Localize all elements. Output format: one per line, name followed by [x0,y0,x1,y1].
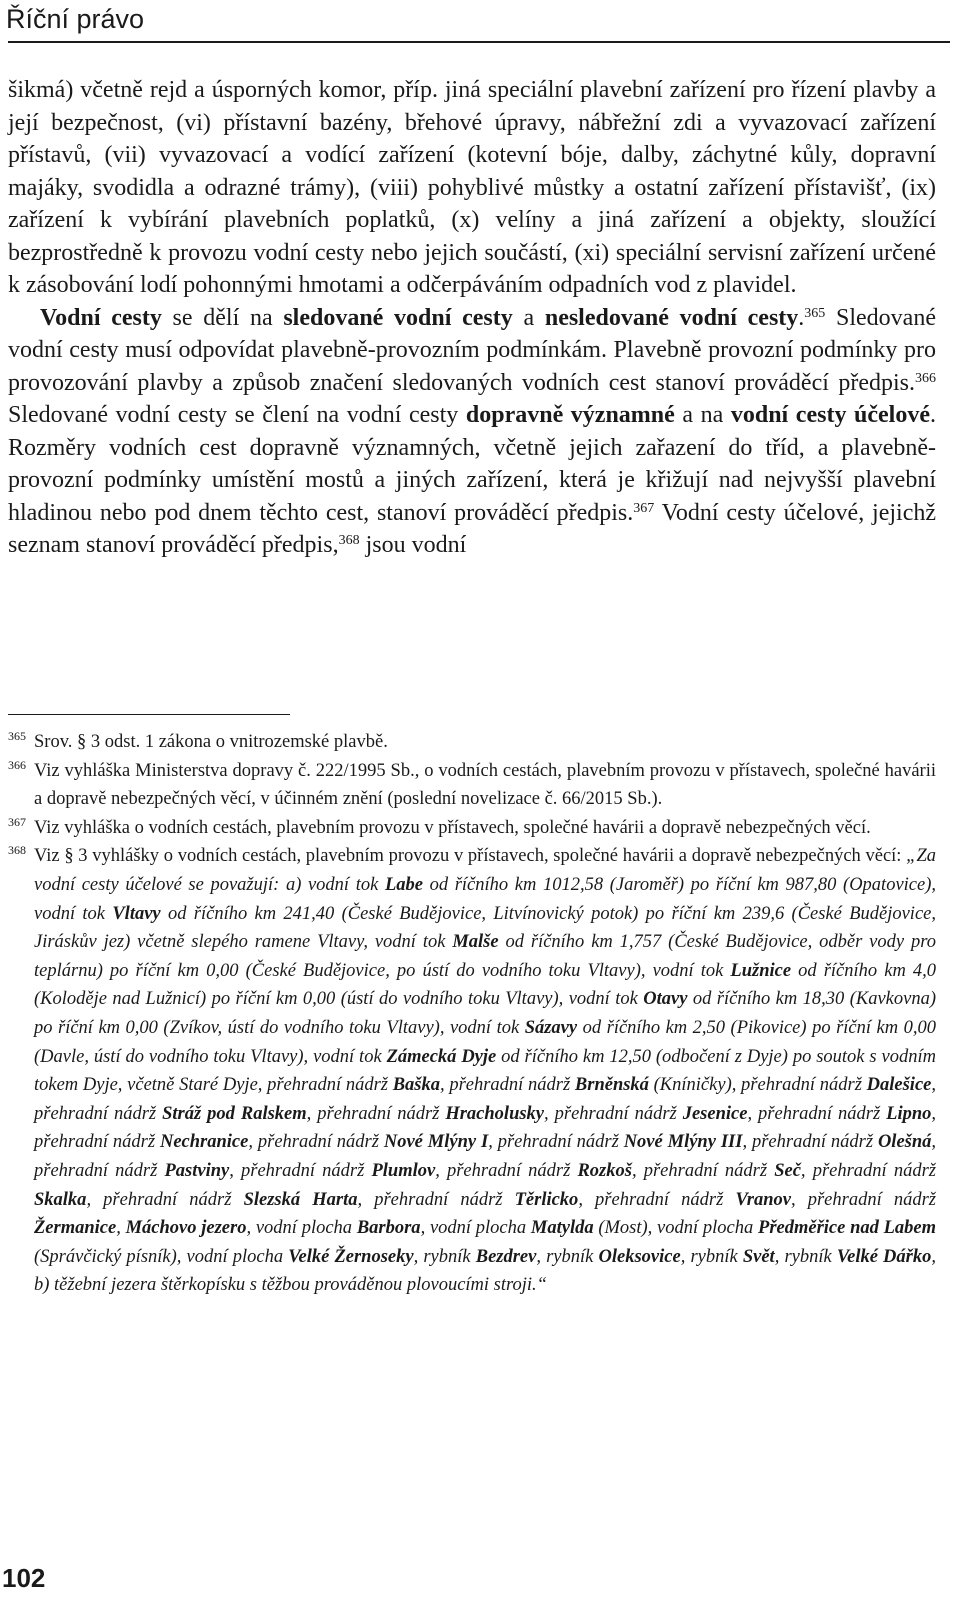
bold-term: vodní cesty účelové [730,402,930,428]
bold-term: nesledované vodní cesty [544,304,799,331]
water-body-name: Předměřice nad Labem [758,1218,937,1239]
footnote-ref-366[interactable]: 366 [915,370,936,386]
bold-term: dopravně významné [465,402,675,428]
quote-segment: od říčního km 4,0 (Koloděje nad Lužnicí) po říční km 0,00 (ústí do vodního toku Vltavy), vodní tok [34,960,936,1010]
running-header-title: Říční právo [6,4,145,34]
quote-segment: , přehradní nádrž [229,1160,372,1181]
quote-segment: , přehradní nádrž [544,1103,683,1124]
page-number: 102 [2,1563,46,1593]
water-body-name: Stráž pod Ralskem [162,1103,307,1124]
water-body-name: Nechranice [159,1132,249,1153]
quote-segment: od říčního km 18,30 (Kavkovna) po říční km 0,00 (Zvíkov, ústí do vodního toku Vltavy), vodní tok [34,989,937,1038]
quote-segment: od říčního km 1012,58 (Jaroměř) po říční km 987,80 (Opatovice), vodní tok [34,874,937,924]
footnote-367 [8,814,936,843]
footnote-ref-365[interactable]: 365 [804,305,826,321]
quote-segment: , [116,1218,126,1239]
body-text [8,74,936,562]
quote-segment: , přehradní nádrž [439,1075,575,1096]
quote-segment: , přehradní nádrž [488,1132,624,1153]
water-body-name: Hracholusky [445,1103,545,1124]
water-body-name: Brněnská [574,1075,649,1096]
quote-segment: „Za vodní cesty účelové se považují: a) vodní tok [34,846,936,895]
quote-segment: , přehradní nádrž [435,1160,578,1181]
water-body-name: Baška [392,1075,440,1096]
footnote-quote [34,846,936,1295]
footnote-text: Srov. § 3 odst. 1 zákona o vnitrozemské plavbě. [34,732,388,752]
bold-term: sledované vodní cesty [283,304,513,331]
footnote-365 [8,728,936,757]
footnote-separator [8,714,290,715]
quote-segment: , přehradní nádrž [306,1103,446,1124]
paragraph-2: Vodní cesty se dělí na sledované vodní cesty a nesledované vodní cesty.$^{365}$ Sledované vodní cesty musí odpovídat plavebně-provozním podmínkám. Plavebně provozní podmínky pro provozování plavby a způsob značení sledovaných vodních cest stanoví prováděcí předpis.$^{366}$ Sledované vodní cesty se člení na vodní cesty dopravně významné a na vodní cesty účelové. Rozměry vodních cest dopravně významných, včetně jejich zařazení do tříd, a plavebně-provozní podmínky umístění mostů a jiných zařízení, která je křižují nad nejvyšší plavební hladinou nebo pod dnem těchto cest, stanoví prováděcí předpis.$^{367}$ Vodní cesty účelové, jejichž seznam stanoví prováděcí předpis,$^{368}$ jsou vodní [8,304,937,558]
quote-segment: od říčního km 12,50 (odbočení z Dyje) po soutok s vodním tokem Dyje, včetně Staré Dyje, přehradní nádrž [34,1046,936,1096]
water-body-name: Máchovo jezero [125,1218,247,1239]
water-body-name: Velké Žernoseky [288,1246,414,1267]
footnote-366 [8,757,936,814]
footnote-ref-368[interactable]: 368 [338,533,360,548]
footnote-368 [8,842,936,1300]
water-body-name: Jesenice [682,1103,748,1124]
quote-segment: (Správčický písník), vodní plocha [34,1246,289,1267]
quote-segment: , přehradní nádrž [800,1160,937,1181]
quote-segment: (Kníničky), přehradní nádrž [648,1075,867,1096]
header-rule [8,41,950,43]
water-body-name: Skalka [34,1189,87,1210]
water-body-name: Plumlov [371,1160,436,1181]
water-body-name: Matylda [530,1218,594,1239]
quote-segment: , rybník [536,1246,599,1267]
quote-segment: od říčního km 241,40 (České Budějovice, Litvínovický potok) po říční km 239,6 (České Budějovice, Jiráskův jez) včetně slepého ramene Vltavy, vodní tok [34,903,936,953]
footnote-number: 365 [8,729,26,743]
water-body-name: Otavy [643,989,688,1010]
footnote-ref-367[interactable]: 367 [633,500,655,516]
water-body-name: Malše [452,932,499,953]
water-body-name: Lužnice [730,960,792,981]
water-body-name: Pastviny [164,1160,230,1181]
water-body-name: Oleksovice [598,1246,681,1267]
quote-segment: , přehradní nádrž [631,1160,775,1181]
footnotes [8,728,936,1300]
quote-segment: , přehradní nádrž [34,1132,937,1181]
water-body-name: Dalešice [866,1075,932,1096]
water-body-name: Vranov [735,1189,791,1210]
water-body-name: Seč [774,1160,801,1181]
footnote-number: 366 [8,757,26,772]
water-body-name: Nové Mlýny III [623,1132,743,1153]
water-body-name: Nové Mlýny I [383,1132,489,1153]
footnote-number: 368 [8,843,26,858]
water-body-name: Žermanice [34,1218,117,1239]
quote-segment: , b) těžební jezera štěrkopísku s těžbou prováděnou plovoucími stroji.“ [34,1246,936,1296]
water-body-name: Bezdrev [475,1246,537,1267]
quote-segment: od říčního km 2,50 (Pikovice) po říční km 0,00 (Davle, ústí do vodního toku Vltavy), vodní tok [34,1017,936,1067]
water-body-name: Lipno [886,1103,932,1124]
quote-segment: , rybník [413,1246,476,1267]
quote-segment: , vodní plocha [420,1218,531,1239]
water-body-name: Vltavy [112,903,161,924]
water-body-name: Labe [384,874,423,895]
water-body-name: Rozkoš [577,1160,632,1181]
quote-segment: , přehradní nádrž [578,1189,736,1210]
footnote-number: 367 [8,814,26,829]
quote-segment: (Most), vodní plocha [593,1218,759,1239]
water-body-name: Barbora [356,1218,421,1239]
quote-segment: , přehradní nádrž [248,1132,384,1153]
water-body-name: Sázavy [524,1017,578,1038]
water-body-name: Olešná [877,1132,932,1153]
quote-segment: , přehradní nádrž [34,1075,936,1124]
quote-segment: , rybník [774,1246,837,1267]
quote-segment: , přehradní nádrž [34,1103,936,1153]
quote-segment: , rybník [680,1246,743,1267]
quote-segment: , vodní plocha [246,1218,357,1239]
quote-segment: , přehradní nádrž [742,1132,878,1153]
bold-term: Vodní cesty [40,304,162,331]
quote-segment: , přehradní nádrž [357,1189,515,1210]
paragraph-1: šikmá) včetně rejd a úsporných komor, příp. jiná speciální plavební zařízení pro řízení plavby a její bezpečnost, (vi) přístavní bazény, břehové úpravy, nábřežní zdi a vyvazovací zařízení přístavů, (vii) vyvazovací a vodící zařízení (kotevní bóje, dalby, záchytné kůly, dopravní majáky, svodidla a odrazné trámy), (viii) pohyblivé můstky a ostatní zařízení přístavišť, (ix) zařízení k vybírání plavebních poplatků, (x) velíny a jiná zařízení a objekty, sloužící bezprostředně k provozu vodní cesty nebo jejich součástí, (xi) speciální servisní zařízení určené k zásobování lodí pohonnými hmotami a odčerpáváním odpadních vod z plavidel. [8,77,936,298]
quote-segment: od říčního km 1,757 (České Budějovice, odběr vody pro teplárnu) po říční km 0,00 (České Budějovice, po ústí do vodního toku Vltavy), vodní tok [34,932,936,981]
footnote-text: Viz vyhláška o vodních cestách, plavebním provozu v přístavech, společné havárii a dopravě nebezpečných věcí. [34,817,871,838]
quote-segment: , přehradní nádrž [790,1189,936,1210]
water-body-name: Svět [742,1246,775,1267]
water-body-name: Velké Dářko [836,1246,932,1267]
water-body-name: Těrlicko [514,1189,579,1210]
quote-segment: , přehradní nádrž [747,1103,887,1124]
footnote-text: Viz vyhláška Ministerstva dopravy č. 222/1995 Sb., o vodních cestách, plavebním provozu v přístavech, společné havárii a dopravě nebezpečných věcí, v účinném znění (poslední novelizace č. 66/2015 Sb.). [34,760,936,810]
water-body-name: Zámecká Dyje [386,1046,497,1067]
water-body-name: Slezská Harta [243,1189,358,1210]
footnote-lead: Viz § 3 vyhlášky o vodních cestách, plavebním provozu v přístavech, společné havárii a dopravě nebezpečných věcí: [34,846,907,867]
quote-segment: , přehradní nádrž [86,1189,244,1210]
